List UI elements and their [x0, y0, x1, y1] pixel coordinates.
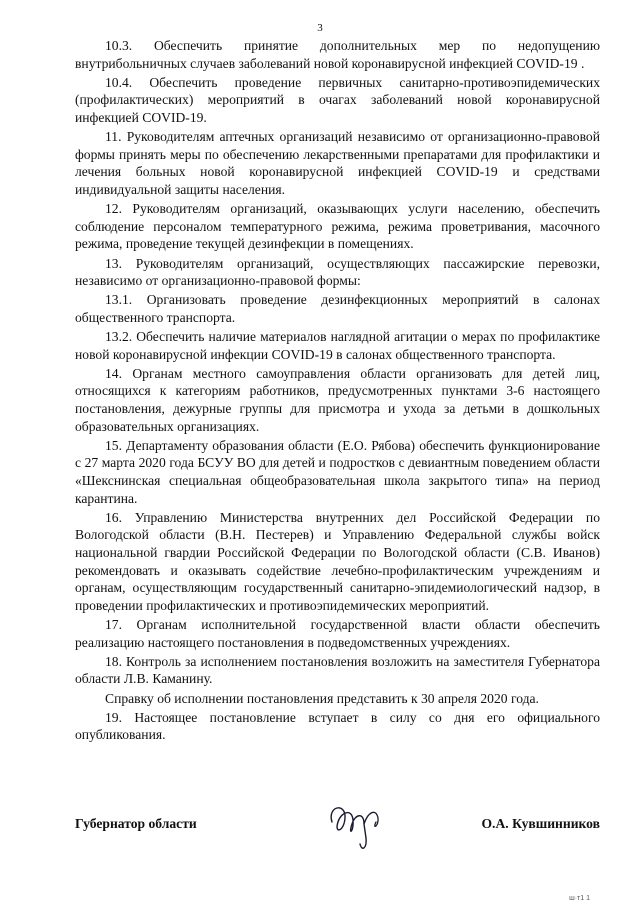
paragraph-19: 19. Настоящее постановление вступает в силу со дня его официального опубликования.	[75, 709, 600, 743]
paragraph-17: 17. Органам исполнительной государственной власти области обеспечить реализацию настоящего постановления в подведомственных учреждениях.	[75, 616, 600, 650]
paragraph-16: 16. Управлению Министерства внутренних дел Российской Федерации по Вологодской области (В.Н. Пестерев) и Управлению Федеральной службы войск национальной гвардии Российской Федерации по Вологодской области (С.В. Иванов) рекомендовать и оказывать содействие лечебно-профилактическим учреждениям и органам, осуществляющим государственный санитарно-эпидемиологический надзор, в проведении профилактических и противоэпидемических мероприятий.	[75, 509, 600, 613]
paragraph-13-2: 13.2. Обеспечить наличие материалов наглядной агитации о мерах по профилактике новой коронавирусной инфекции COVID-19 в салонах общественного транспорта.	[75, 329, 600, 362]
paragraph-12: 12. Руководителям организаций, оказывающих услуги населению, обеспечить соблюдение персоналом температурного режима, режима проветривания, масочного режима, проведение текущей дезинфекции в помещениях.	[75, 201, 600, 252]
paragraph-13: 13. Руководителям организаций, осуществляющих пассажирские перевозки, независимо от организационно-правовой формы:	[75, 255, 600, 289]
paragraph-10-3: 10.3. Обеспечить принятие дополнительных мер по недопущению внутрибольничных случаев заболеваний новой коронавирусной инфекцией COVID-19 .	[75, 38, 600, 71]
paragraph-13-1: 13.1. Организовать проведение дезинфекционных мероприятий в салонах общественного транспорта.	[75, 292, 600, 325]
handwritten-signature	[322, 794, 392, 854]
signatory-title: Губернатор области	[75, 816, 197, 831]
paragraph-18: 18. Контроль за исполнением постановления возложить на заместителя Губернатора области Л.В. Каманину.	[75, 653, 600, 687]
paragraph-11: 11. Руководителям аптечных организаций независимо от организационно-правовой формы принять меры по обеспечению лекарственными препаратами для профилактики и лечения больных новой коронавирусной инфекцией COVID-19 и средствами индивидуальной защиты населения.	[75, 129, 600, 197]
scan-corner-mark: ш·т1 1	[569, 895, 590, 902]
signatory-name: О.А. Кувшинников	[481, 816, 600, 831]
document-body	[75, 37, 600, 745]
signature-block	[75, 808, 600, 858]
paragraph-15: 15. Департаменту образования области (Е.О. Рябова) обеспечить функционирование с 27 марта 2020 года БСУУ ВО для детей и подростков с девиантным поведением области «Шекснинская специальная общеобразовательная школа закрытого типа» на период карантина.	[75, 437, 600, 506]
paragraph-report: Справку об исполнении постановления представить к 30 апреля 2020 года.	[105, 690, 539, 706]
page-number: 3	[317, 22, 323, 34]
paragraph-10-4: 10.4. Обеспечить проведение первичных санитарно-противоэпидемических (профилактических) мероприятий в очагах заболеваний новой коронавирусной инфекцией COVID-19.	[75, 74, 600, 125]
paragraph-14: 14. Органам местного самоуправления области организовать для детей лиц, относящихся к категориям работников, предусмотренных пунктами 3-6 настоящего постановления, дежурные группы для присмотра и ухода за детьми в дошкольных образовательных организациях.	[75, 365, 600, 434]
